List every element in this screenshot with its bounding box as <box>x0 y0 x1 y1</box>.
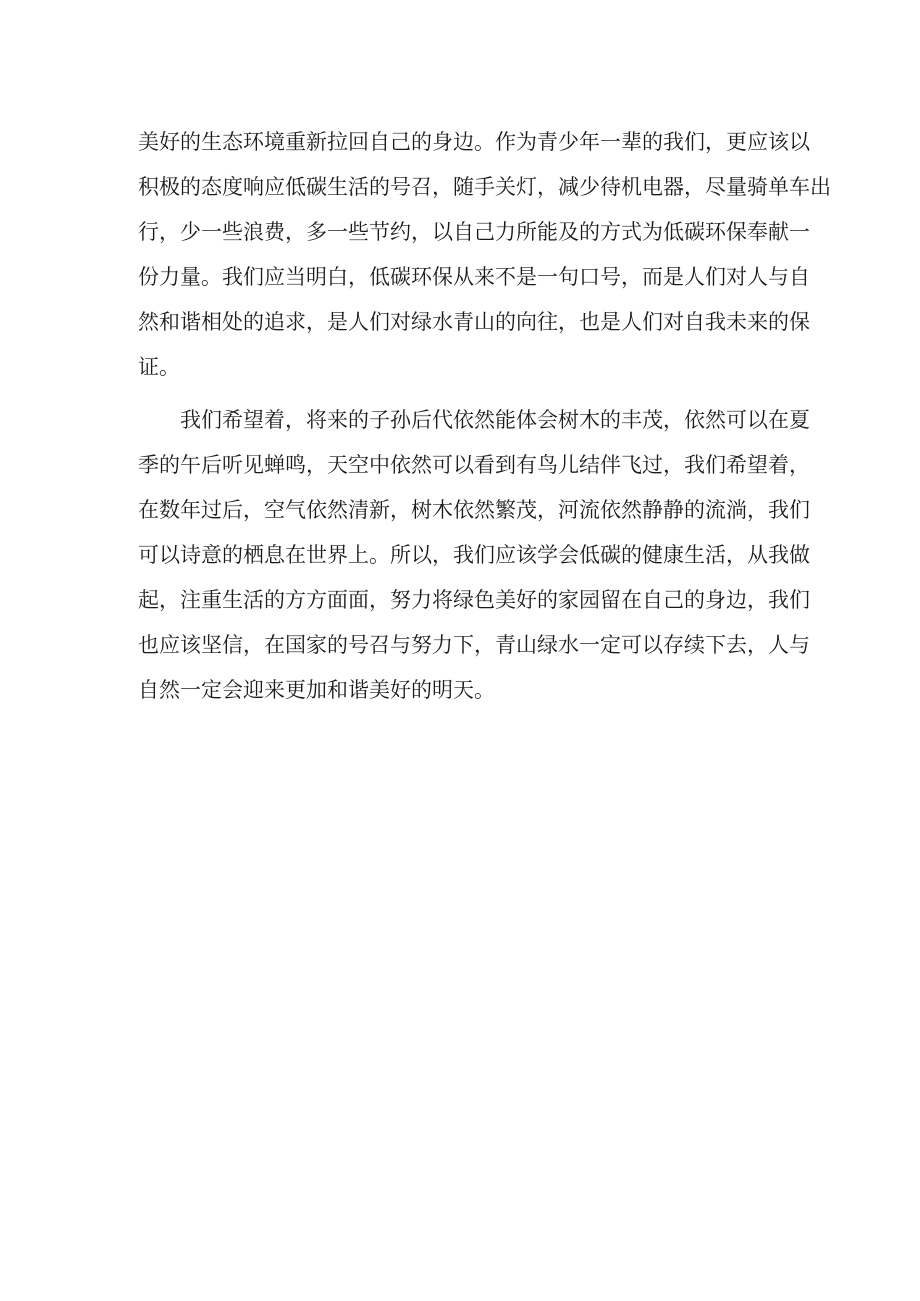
paragraph-line: 份力量。我们应当明白，低碳环保从来不是一句口号，而是人们对人与自 <box>138 265 810 289</box>
paragraph-line: 我们希望着，将来的子孙后代依然能体会树木的丰茂，依然可以在夏 <box>180 408 810 432</box>
paragraph-line: 美好的生态环境重新拉回自己的身边。作为青少年一辈的我们，更应该以 <box>138 130 810 154</box>
paragraph-line: 季的午后听见蝉鸣，天空中依然可以看到有鸟儿结伴飞过，我们希望着， <box>138 453 810 477</box>
document-body <box>138 120 831 713</box>
paragraph-line: 自然一定会迎来更加和谐美好的明天。 <box>138 678 495 702</box>
paragraph-line: 在数年过后，空气依然清新，树木依然繁茂，河流依然静静的流淌，我们 <box>138 498 810 522</box>
paragraph-line: 然和谐相处的追求，是人们对绿水青山的向往，也是人们对自我未来的保 <box>138 310 810 334</box>
paragraph-line: 起，注重生活的方方面面，努力将绿色美好的家园留在自己的身边，我们 <box>138 588 810 612</box>
paragraph-2 <box>138 398 810 713</box>
paragraph-line: 可以诗意的栖息在世界上。所以，我们应该学会低碳的健康生活，从我做 <box>138 543 810 567</box>
paragraph-line: 也应该坚信，在国家的号召与努力下，青山绿水一定可以存续下去，人与 <box>138 633 810 657</box>
paragraph-line: 证。 <box>138 355 180 379</box>
paragraph-1 <box>138 120 831 390</box>
paragraph-line: 积极的态度响应低碳生活的号召，随手关灯，减少待机电器，尽量骑单车出 <box>138 175 831 199</box>
paragraph-line: 行，少一些浪费，多一些节约，以自己力所能及的方式为低碳环保奉献一 <box>138 220 810 244</box>
